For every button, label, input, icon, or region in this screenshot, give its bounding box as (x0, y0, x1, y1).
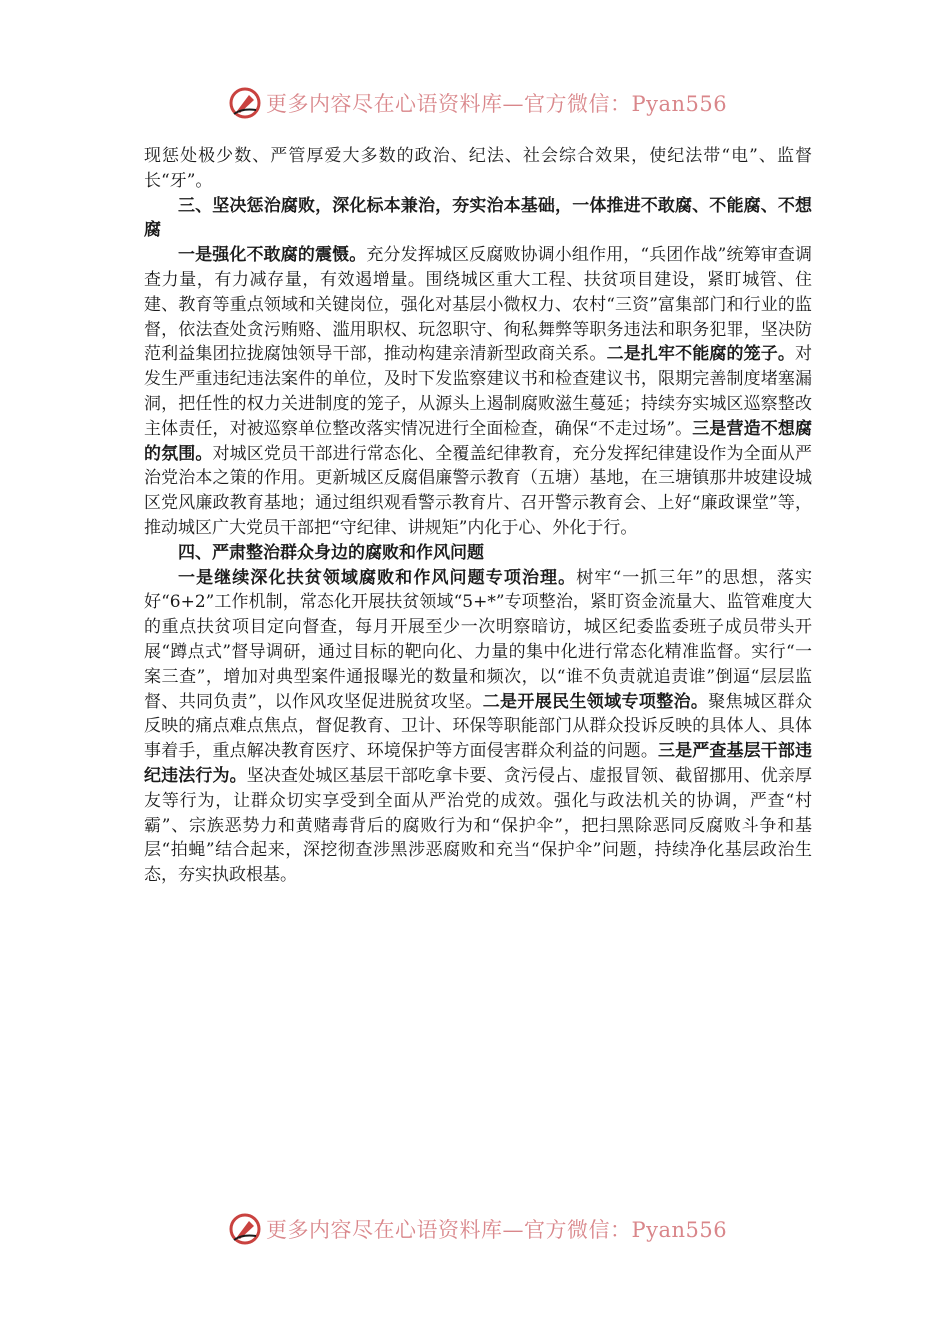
watermark-text-top: 更多内容尽在心语资料库—官方微信：Pyan556 (266, 92, 728, 116)
bold-point-3: 三是严查基层干部违纪违法行为。 (144, 741, 813, 786)
bold-point-2: 二是扎牢不能腐的笼子。 (606, 344, 796, 365)
point-text-3: 对城区党员干部进行常态化、全覆盖纪律教育，充分发挥纪律建设作为全面从严治党治本之策的作用。更新城区反腐倡廉警示教育（五塘）基地，在三塘镇那井坡建设城区党风廉政教育基地；通过组织观看警示教育片、召开警示教育会、上好“廉政课堂”等，推动城区广大党员干部把“守纪律、讲规矩”内化于心、外化于行。 (144, 443, 813, 538)
watermark-text-bottom: 更多内容尽在心语资料库—官方微信：Pyan556 (266, 1218, 728, 1242)
section-heading-3: 三、坚决惩治腐败，深化标本兼治，夯实治本基础，一体推进不敢腐、不能腐、不想腐 (144, 195, 812, 241)
pen-nib-icon (228, 86, 262, 120)
point-text-3: 坚决查处城区基层干部吃拿卡要、贪污侵占、虚报冒领、截留挪用、优亲厚友等行为，让群众切实享受到全面从严治党的成效。强化与政法机关的协调，严查“村霸”、宗族恶势力和黄赌毒背后的腐败行为和“保护伞”，把扫黑除恶同反腐败斗争和基层“拍蝇”结合起来，深挖彻查涉黑涉恶腐败和充当“保护伞”问题，持续净化基层政治生态，夯实执政根基。 (144, 765, 813, 886)
bold-point-1: 一是强化不敢腐的震慑。 (178, 245, 367, 266)
watermark-banner-bottom (228, 1211, 748, 1247)
bold-point-1: 一是继续深化扶贫领域腐败和作风问题专项治理。 (178, 567, 577, 588)
bold-point-3: 三是营造不想腐的氛围。 (144, 418, 812, 464)
bold-point-2: 二是开展民生领域专项整治。 (482, 691, 709, 712)
point-text-2: 对发生严重违纪违法案件的单位，及时下发监察建议书和检查建议书，限期完善制度堵塞漏洞，把任性的权力关进制度的笼子，从源头上遏制腐败滋生蔓延；持续夯实城区巡察整改主体责任，对被巡察单位整改落实情况进行全面检查，确保“不走过场”。 (144, 344, 813, 439)
paragraph-section-3 (144, 243, 812, 541)
section-heading-4: 四、严肃整治群众身边的腐败和作风问题 (178, 542, 484, 563)
paragraph-continuation: 现惩处极少数、严管厚爱大多数的政治、纪法、社会综合效果，使纪法带“电”、监督长“牙”。 (144, 146, 812, 191)
watermark-banner-top (228, 85, 748, 121)
point-text-1: 充分发挥城区反腐败协调小组作用，“兵团作战”统筹审查调查力量，有力减存量，有效遏增量。围绕城区重大工程、扶贫项目建设，紧盯城管、住建、教育等重点领域和关键岗位，强化对基层小微权力、农村“三资”富集部门和行业的监督，依法查处贪污贿赂、滥用职权、玩忽职守、徇私舞弊等职务违法和职务犯罪，坚决防范利益集团拉拢腐蚀领导干部，推动构建亲清新型政商关系。 (144, 245, 812, 365)
paragraph-section-4 (144, 566, 812, 888)
pen-nib-icon (228, 1212, 262, 1246)
point-text-2: 聚焦城区群众反映的痛点难点焦点，督促教育、卫计、环保等职能部门从群众投诉反映的具体人、具体事着手，重点解决教育医疗、环境保护等方面侵害群众利益的问题。 (144, 691, 813, 762)
document-body (144, 144, 812, 888)
point-text-1: 树牢“一抓三年”的思想，落实好“6+2”工作机制，常态化开展扶贫领域“5+*”专项整治，紧盯资金流量大、监管难度大的重点扶贫项目定向督查，每月开展至少一次明察暗访，城区纪委监委班子成员带头开展“蹲点式”督导调研，通过目标的靶向化、力量的集中化进行常态化精准监督。实行“一案三查”，增加对典型案件通报曝光的数量和频次，以“谁不负责就追责谁”倒逼“层层监督、共同负责”，以作风攻坚促进脱贫攻坚。 (144, 567, 813, 712)
